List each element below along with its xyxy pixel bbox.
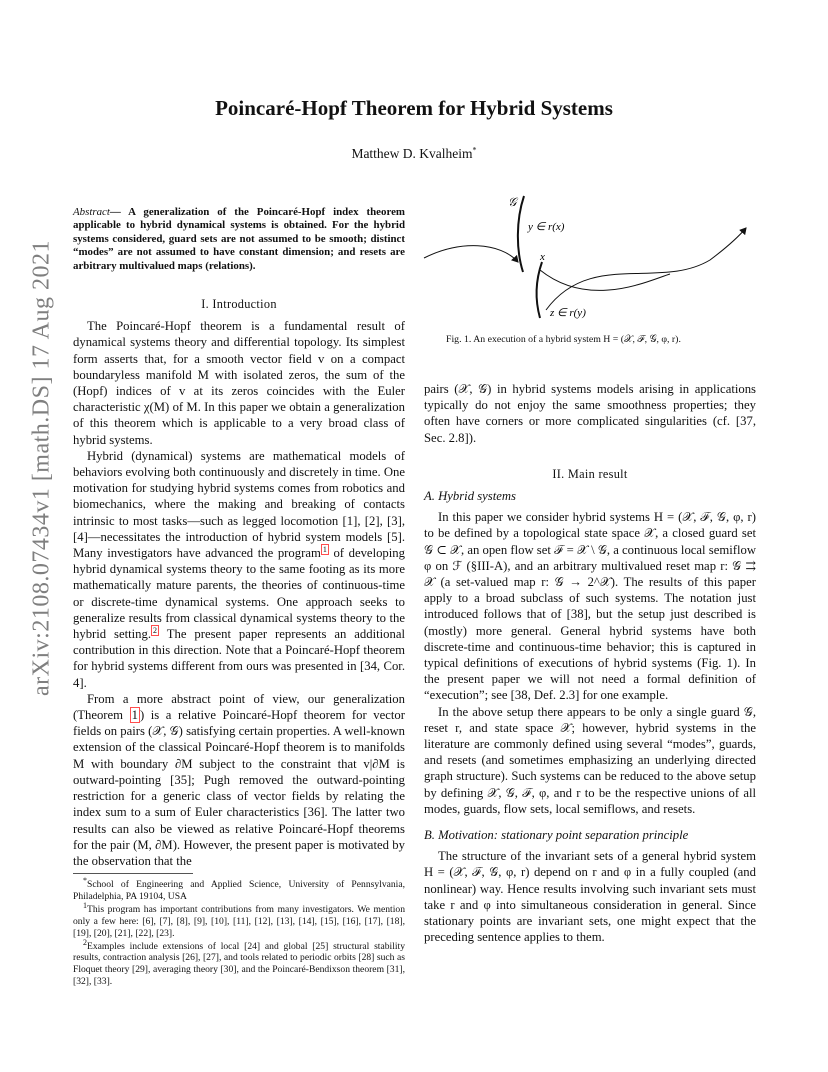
footnote-link-1[interactable]: 1 — [322, 544, 327, 554]
abstract-label: Abstract — [73, 206, 110, 218]
abstract-text: — A generalization of the Poincaré-Hopf index theorem applicable to hybrid dynamical systems is obtained. For the hybrid systems considered, guard sets are not assumed to be smooth; distinct “modes” are not assumed to have constant dimension; and resets are arbitrary multivalued maps (relations). — [73, 206, 405, 272]
section-heading-main-result: II. Main result — [552, 466, 628, 481]
paper-title: Poincaré-Hopf Theorem for Hybrid Systems — [215, 96, 613, 120]
right-column — [424, 381, 756, 946]
section-heading-introduction: I. Introduction — [201, 297, 277, 311]
author-line — [0, 146, 828, 162]
intro-paragraph-2 — [73, 448, 405, 691]
figure-caption: Fig. 1. An execution of a hybrid system H = (𝒳, ℱ, 𝒢, φ, r). — [446, 334, 681, 345]
abstract — [73, 206, 405, 273]
guard-curve-upper — [518, 196, 524, 272]
label-y: y ∈ r(x) — [528, 221, 565, 233]
hybrid-systems-paragraph-2: In the above setup there appears to be only a single guard 𝒢, reset r, and state space 𝒳; however, hybrid systems in the literature are commonly defined using several “modes”, guards, and resets (and sometimes emphasizing an underlying directed graph structure). Such systems can be reduced to the above setup by defining 𝒳, 𝒢, ℱ, φ, and r to be the respective unions of all modes, guards, flow sets, local semiflows, and resets. — [424, 704, 756, 816]
author-name: Matthew D. Kvalheim — [351, 146, 473, 161]
intro-paragraph-1: The Poincaré-Hopf theorem is a fundamental result of dynamical systems theory and differential topology. Its simplest form asserts that, for a smooth vector field v on a compact boundaryless manifold M with isolated zeros, the sum of the (Hopf) indices of v at its zeros coincides with the Euler characteristic χ(M) of M. In this paper we obtain a generalization of this theorem which is applicable to a very broad class of hybrid systems. — [73, 319, 405, 447]
label-z: z ∈ r(y) — [550, 307, 586, 319]
footnote-rule — [73, 873, 193, 874]
intro-paragraph-3-continued: pairs (𝒳, 𝒢) in hybrid systems models arising in applications typically do not enjoy the same smoothness properties; they often have corners or more complicated singularities (cf. [37, Sec. 2.8]). — [424, 382, 756, 445]
footnotes — [73, 875, 405, 989]
theorem-link-1[interactable]: 1 — [131, 708, 138, 723]
motivation-paragraph-1: The structure of the invariant sets of a general hybrid system H = (𝒳, ℱ, 𝒢, φ, r) depend on r and φ in a fully coupled (and nonlinear) way. Hence results involving such invariant sets must take r and φ into simultaneous consideration in general. Since stationary points are invariant sets, one might expect that the preceding sentence applies to them. — [424, 849, 756, 945]
intro-p3-part-a: From a more abstract point of view, our generalization (Theorem — [73, 691, 405, 723]
intro-paragraph-3 — [73, 691, 405, 869]
footnote-affiliation: *School of Engineering and Applied Science, University of Pennsylvania, Philadelphia, PA 19104, USA — [73, 875, 405, 902]
subsection-heading-motivation: B. Motivation: stationary point separation principle — [424, 828, 689, 843]
subsection-heading-hybrid-systems: A. Hybrid systems — [424, 489, 516, 504]
intro-p2-part-b: of developing hybrid dynamical systems theory to the same footing as its more mathematically mature parents, the theories of continuous-time or discrete-time dynamical systems. One approach seeks to generalize results from classical dynamical systems theory to the hybrid setting. — [73, 546, 405, 642]
label-x: x — [540, 251, 545, 263]
flow-arrow-outgoing — [546, 228, 746, 310]
figure-hybrid-execution — [420, 190, 760, 330]
author-footnote-mark: * — [472, 145, 477, 155]
footnote-1: $^1$This program has important contributions from many investigators. We mention only a few here: [6], [7], [8], [9], [10], [11], [12], [13], [14], [15], [16], [17], [18], [19], [20], [21], [22], [23]. — [73, 900, 405, 939]
arxiv-id: arXiv:2108.07434v1 [math.DS] 17 Aug 2021 — [28, 240, 55, 696]
label-guard: 𝒢 — [508, 195, 517, 209]
arxiv-sidebar — [20, 240, 64, 696]
intro-p2-part-a: Hybrid (dynamical) systems are mathematical models of behaviors evolving both continuously and discretely in time. One motivation for studying hybrid systems comes from robotics and biomechanics, where the making and breaking of contacts intrinsic to most tasks—such as legged locomotion [1], [2], [3], [4]—necessitates the introduction of hybrid system models [5]. Many investigators have advanced the program — [73, 448, 405, 561]
intro-p3-part-b: ) is a relative Poincaré-Hopf theorem for vector fields on pairs (𝒳, 𝒢) satisfying certain properties. A well-known extension of the classical Poincaré-Hopf theorem is to manifolds M with boundary ∂M subject to the constraint that v|∂M is outward-pointing [35]; Pugh removed the outward-pointing restriction for a generic class of vector fields by relating the index sum to a sum of Euler characteristics [36]. The latter two results can also be viewed as relative Poincaré-Hopf theorems for the pair (M, ∂M). However, the present paper is motivated by the observation that the — [73, 708, 405, 868]
left-column — [73, 296, 405, 869]
intro-p2-part-c: The present paper represents an additional contribution in this direction. Note that a Poincaré-Hopf theorem for hybrid systems different from ours was presented in [34, Cor. 4]. — [73, 627, 405, 690]
footnote-link-2[interactable]: 2 — [153, 625, 158, 635]
footnote-2: $^2$Examples include extensions of local [24] and global [25] structural stability results, contraction analysis [26], [27], and tools related to periodic orbits [28] such as Floquet theory [29], averaging theory [30], and the Poincaré-Bendixson theorem [31], [32], [33]. — [73, 937, 405, 988]
hybrid-systems-paragraph-1: In this paper we consider hybrid systems H = (𝒳, ℱ, 𝒢, φ, r) to be defined by a topological state space 𝒳, a closed guard set 𝒢 ⊂ 𝒳, an open flow set ℱ = 𝒳 \ 𝒢, a continuous local semiflow φ on ℱ (§III-A), and an arbitrary multivalued reset map r: 𝒢 ⇉ 𝒳 (a set-valued map r: 𝒢 → 2^𝒳). The results of this paper apply to a broad subclass of such systems. The notation just introduced follows that of [38], but the setup just described is (mostly) more general. General hybrid systems have both discrete-time and continuous-time behavior; this is captured in typical definitions of executions of hybrid systems (Fig. 1). In the present paper we will not need a formal definition of “execution”; see [38, Def. 2.3] for one example. — [424, 510, 756, 703]
flow-arrow-incoming — [424, 246, 518, 262]
